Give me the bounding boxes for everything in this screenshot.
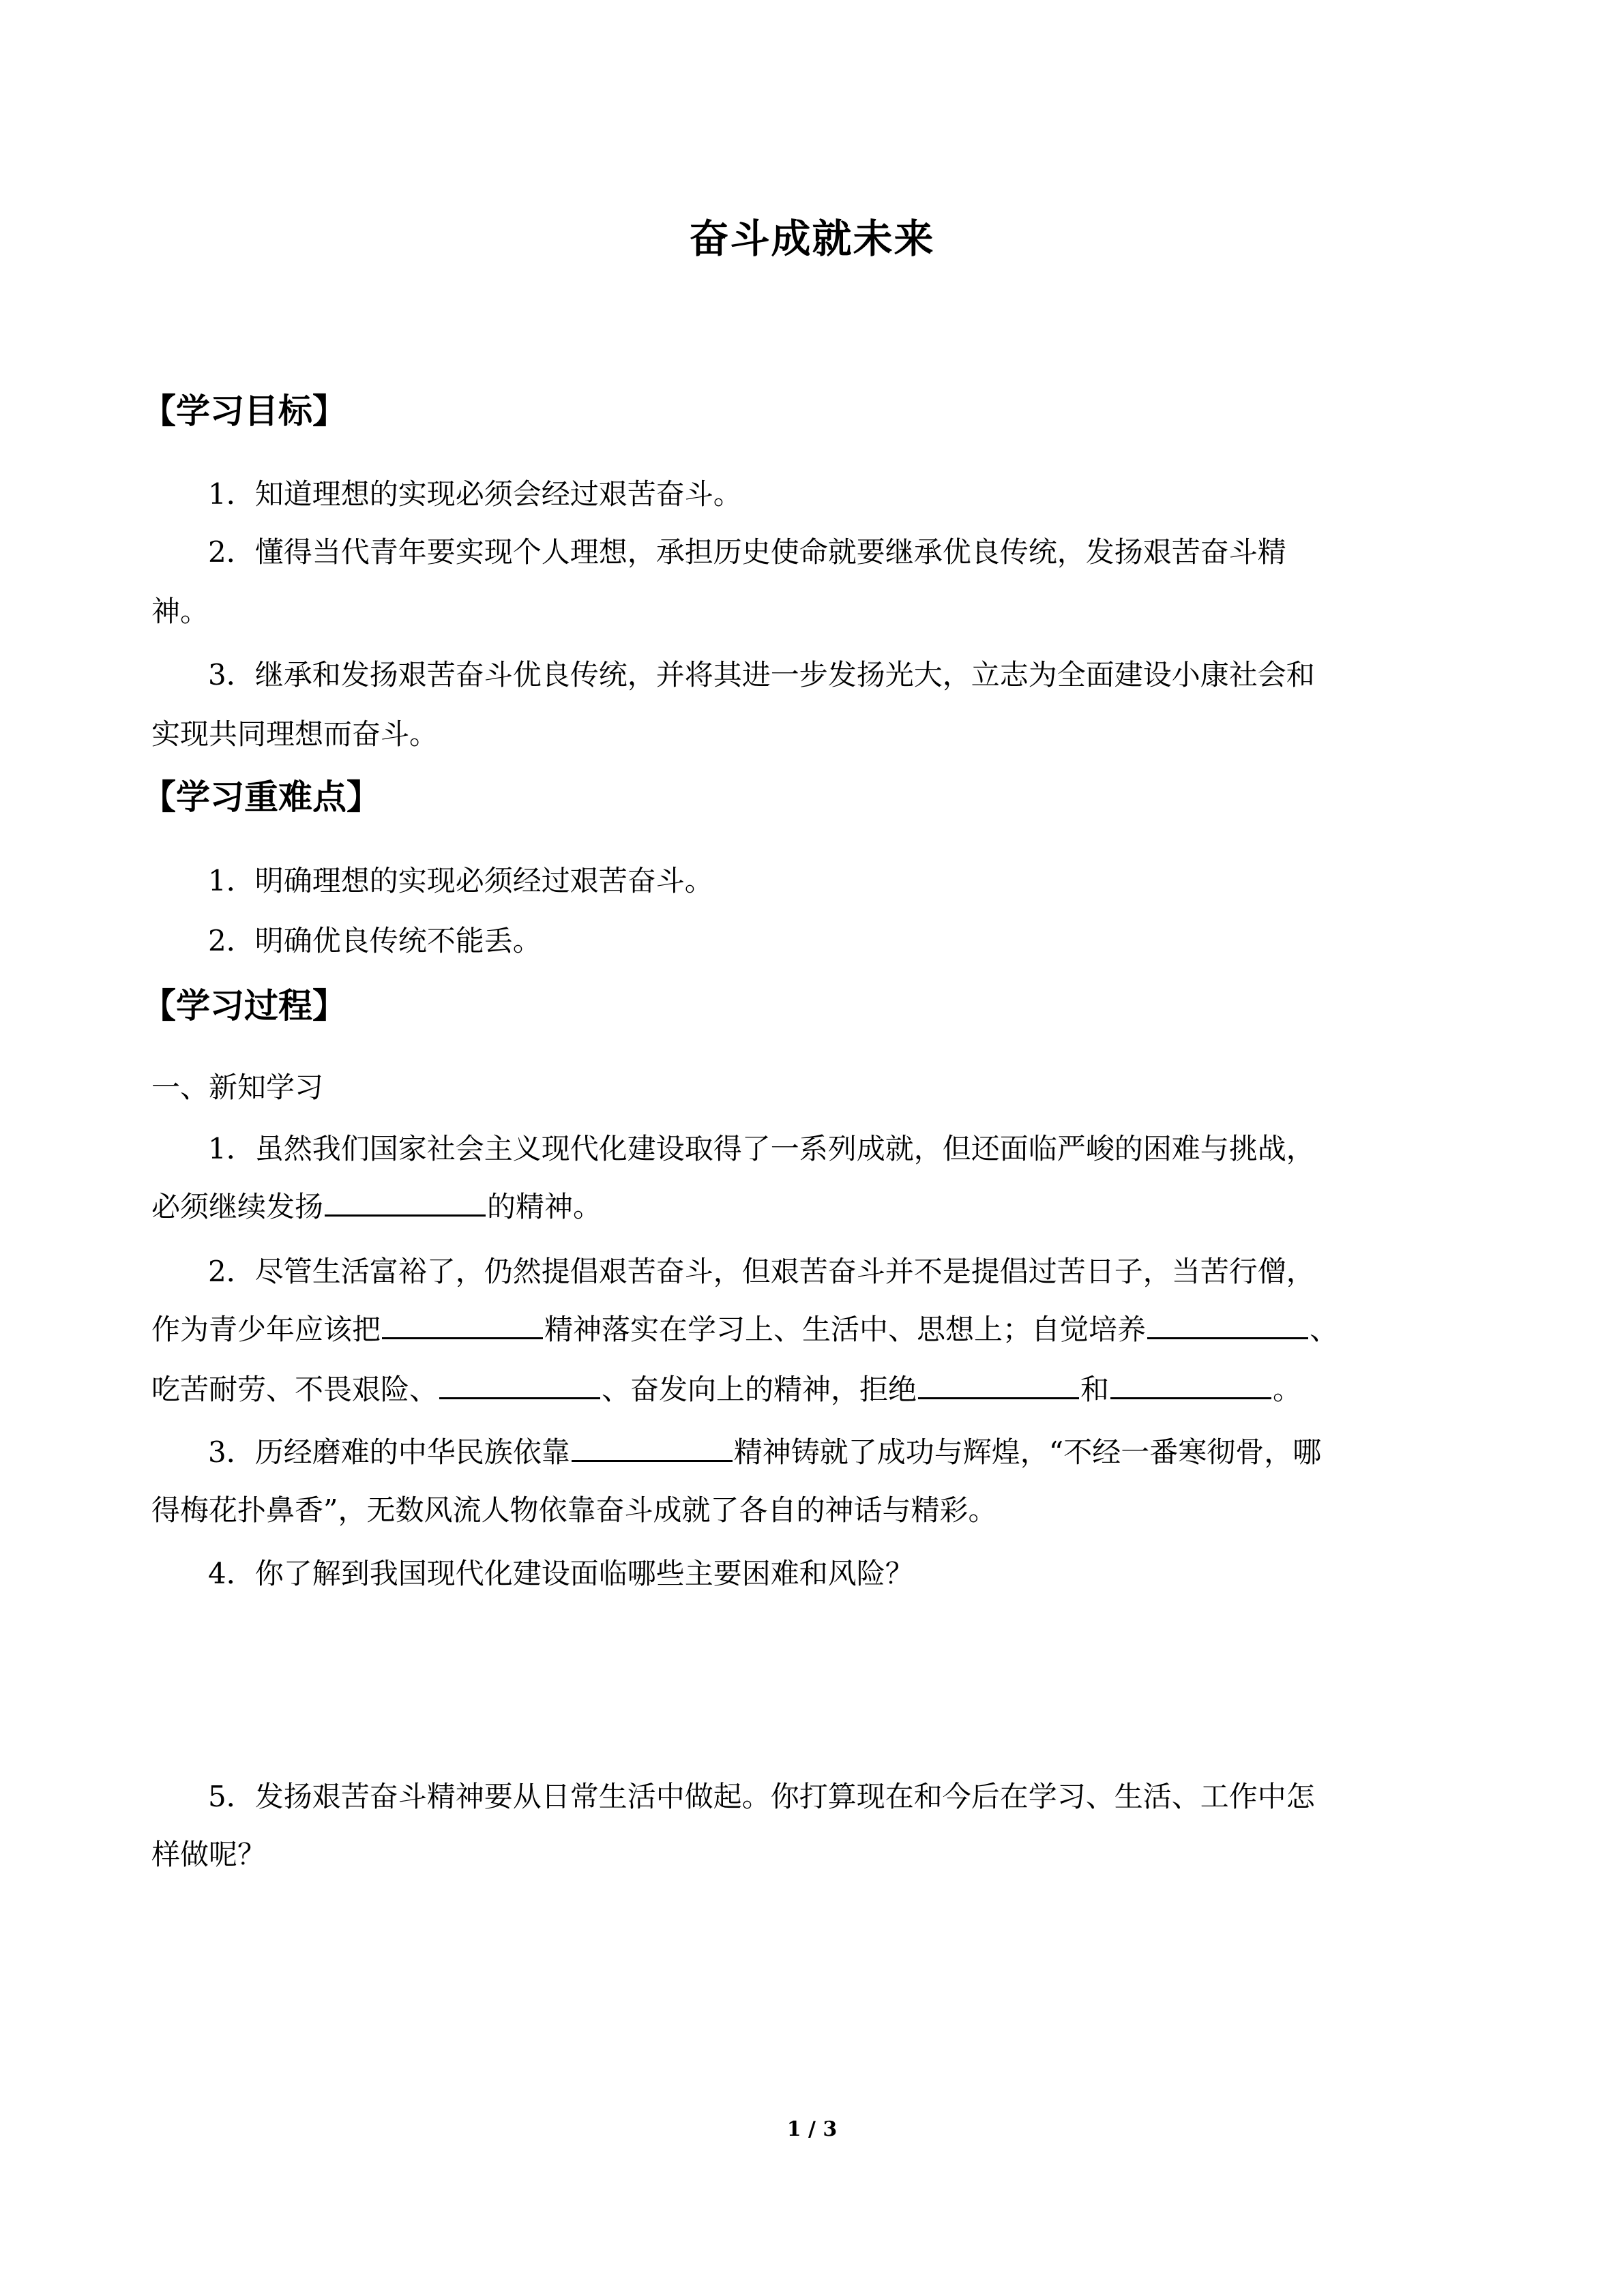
goal-item-2: 2．懂得当代青年要实现个人理想，承担历史使命就要继承优良传统，发扬艰苦奋斗精 xyxy=(208,535,1286,569)
fill-blank-6[interactable] xyxy=(1110,1367,1271,1399)
question-2-text-b: 精神落实在学习上、生活中、思想上；自觉培养 xyxy=(544,1313,1147,1346)
key-point-1: 1．明确理想的实现必须经过艰苦奋斗。 xyxy=(208,864,713,897)
goal-item-2-cont: 神。 xyxy=(151,595,209,628)
question-2-line-2 xyxy=(151,1306,1338,1354)
question-3-text-b: 精神铸就了成功与辉煌，“不经一番寒彻骨，哪 xyxy=(733,1435,1322,1469)
page-number: 1 / 3 xyxy=(786,2117,838,2141)
question-2-line-1: 2．尽管生活富裕了，仍然提倡艰苦奋斗，但艰苦奋斗并不是提倡过苦日子，当苦行僧， xyxy=(208,1255,1315,1288)
goal-item-1: 1．知道理想的实现必须会经过艰苦奋斗。 xyxy=(208,477,742,511)
question-3-line-1 xyxy=(208,1429,1321,1476)
question-1-text-b: 的精神。 xyxy=(487,1190,602,1223)
section-heading-process: 【学习过程】 xyxy=(142,986,346,1026)
fill-blank-4[interactable] xyxy=(439,1367,600,1399)
question-1-line-1: 1．虽然我们国家社会主义现代化建设取得了一系列成就，但还面临严峻的困难与挑战， xyxy=(208,1132,1315,1165)
section-heading-goals: 【学习目标】 xyxy=(142,391,346,431)
question-2-text-d: 吃苦耐劳、不畏艰险、 xyxy=(151,1373,439,1406)
question-2-text-e: 、奋发向上的精神，拒绝 xyxy=(602,1373,917,1406)
section-heading-key-points: 【学习重难点】 xyxy=(142,777,381,817)
goal-item-3: 3．继承和发扬艰苦奋斗优良传统，并将其进一步发扬光大，立志为全面建设小康社会和 xyxy=(208,658,1315,691)
question-5-line-2: 样做呢？ xyxy=(151,1838,267,1871)
page-title: 奋斗成就未来 xyxy=(689,215,935,262)
question-5-line-1: 5．发扬艰苦奋斗精神要从日常生活中做起。你打算现在和今后在学习、生活、工作中怎 xyxy=(208,1780,1315,1813)
question-3-line-2: 得梅花扑鼻香”，无数风流人物依靠奋斗成就了各自的神话与精彩。 xyxy=(151,1493,997,1527)
subheading-new-knowledge: 一、新知学习 xyxy=(151,1071,324,1104)
fill-blank-1[interactable] xyxy=(325,1184,486,1217)
fill-blank-2[interactable] xyxy=(382,1307,543,1339)
fill-blank-3[interactable] xyxy=(1147,1307,1308,1339)
question-1-line-2 xyxy=(151,1183,602,1231)
question-4: 4．你了解到我国现代化建设面临哪些主要困难和风险？ xyxy=(208,1557,914,1590)
question-2-text-a: 作为青少年应该把 xyxy=(151,1313,381,1346)
question-2-line-3 xyxy=(151,1366,1301,1414)
question-3-text-a: 3．历经磨难的中华民族依靠 xyxy=(208,1435,570,1469)
question-2-text-c: 、 xyxy=(1310,1313,1339,1346)
goal-item-3-cont: 实现共同理想而奋斗。 xyxy=(151,717,439,751)
question-2-text-g: 。 xyxy=(1273,1373,1302,1406)
fill-blank-5[interactable] xyxy=(918,1367,1079,1399)
key-point-2: 2．明确优良传统不能丢。 xyxy=(208,924,542,957)
question-1-text-a: 必须继续发扬 xyxy=(151,1190,324,1223)
question-2-text-f: 和 xyxy=(1080,1373,1110,1406)
fill-blank-7[interactable] xyxy=(572,1430,733,1462)
